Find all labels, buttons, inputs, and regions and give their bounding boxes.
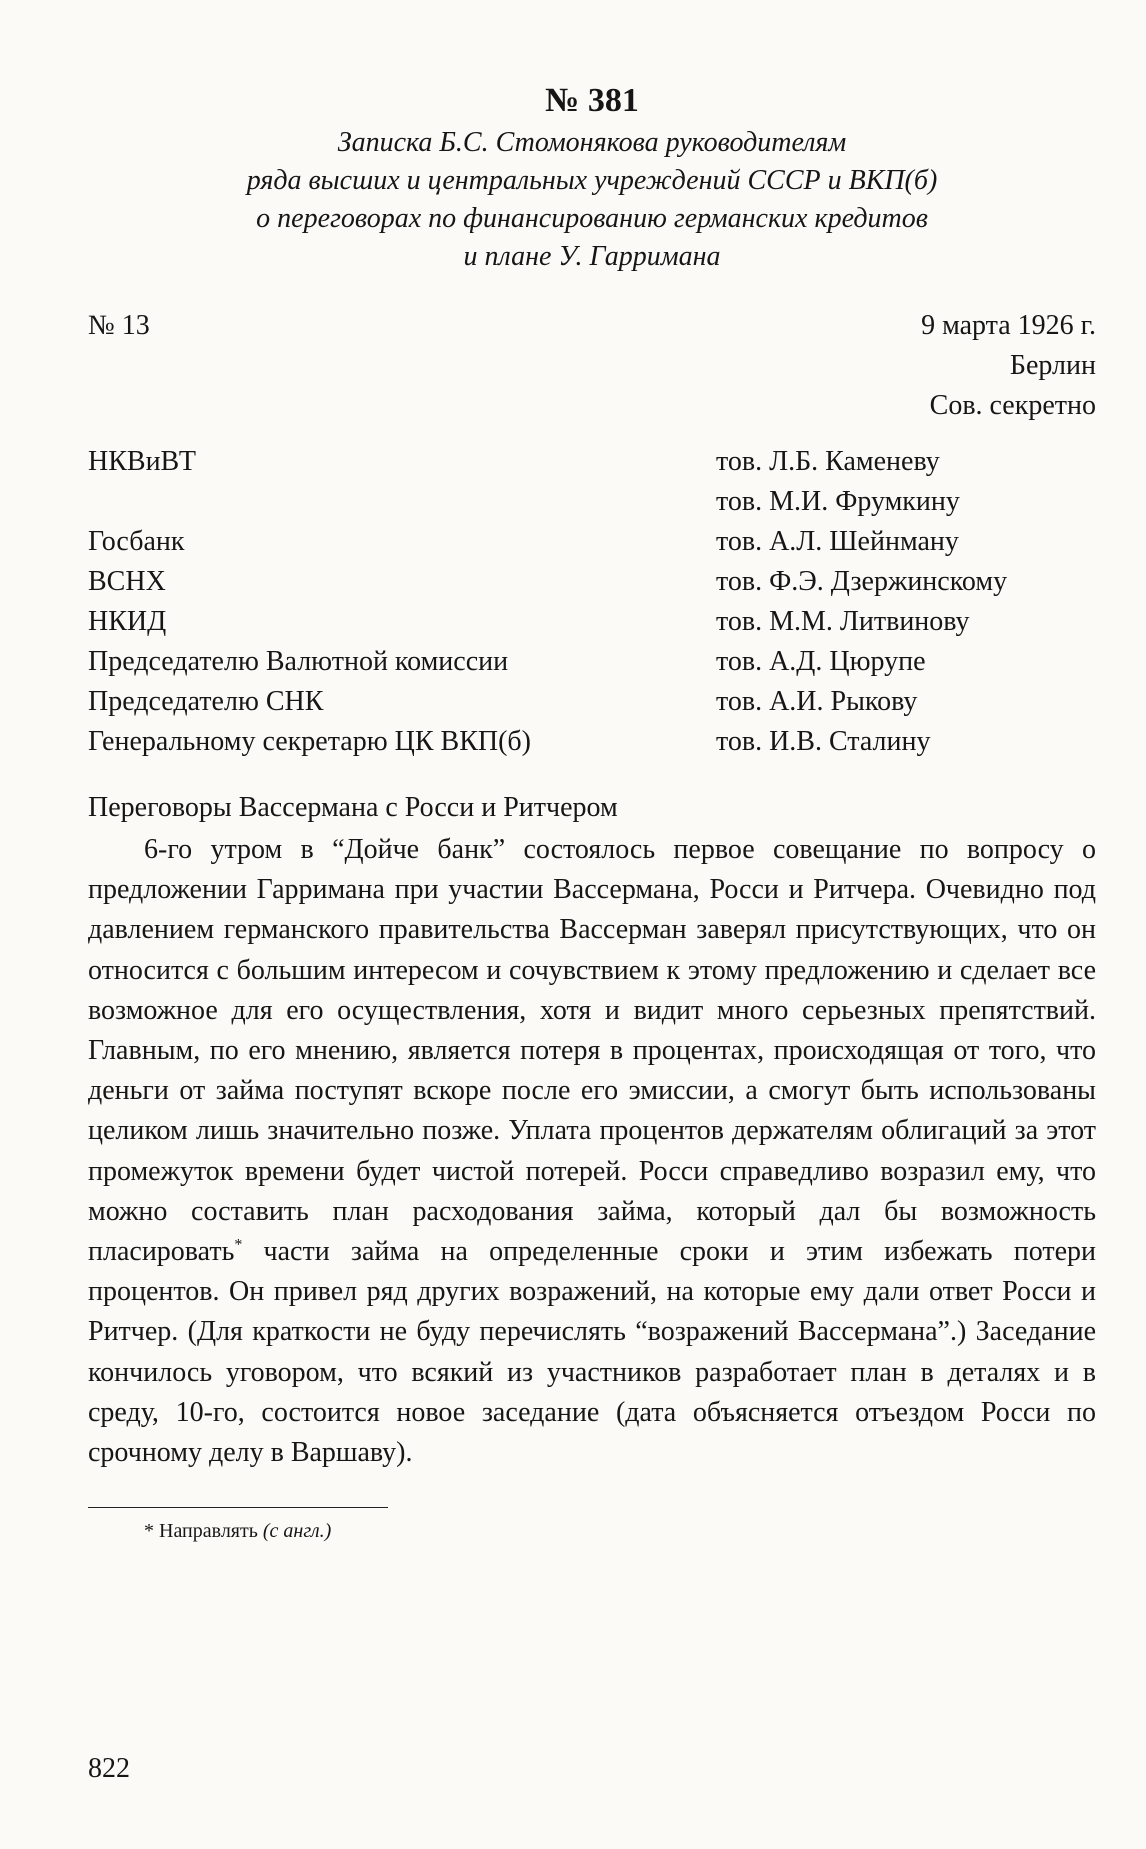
addressee-person: тов. А.И. Рыкову [716, 686, 918, 717]
document-date: 9 марта 1926 г. [921, 310, 1096, 341]
heading-line: о переговорах по финансированию германских кредитов [256, 203, 928, 234]
date-place-block [921, 306, 1096, 426]
document-number: № 381 [545, 82, 639, 119]
addressee-person: тов. А.Л. Шейнману [716, 526, 959, 557]
document-place: Берлин [1009, 350, 1096, 381]
addressee-org: Председателю СНК [88, 686, 324, 717]
footnote-source: (с англ.) [262, 1520, 332, 1543]
addressee-person: тов. И.В. Сталину [716, 726, 931, 757]
paragraph-text-part2: части займа на определенные сроки и этим избежать потери процентов. Он привел ряд других возражений, на которые ему дали ответ Росси и Ритчер. (Для краткости не буду перечислять “возражений Вассермана”.) Заседание кончилось уговором, что всякий из участников разработает план в деталях и в среду, 10-го, состоится новое заседание (дата объясняется отъездом Росси по срочному делу в Варшаву). [88, 1236, 1096, 1469]
document-heading [88, 124, 1096, 276]
body-paragraph [88, 830, 1096, 1473]
addressee-row [88, 682, 1096, 722]
heading-line: Записка Б.С. Стомонякова руководителям [337, 127, 847, 158]
document-meta [88, 306, 1096, 426]
heading-line: ряда высших и центральных учреждений СССР и ВКП(б) [246, 165, 938, 196]
addressee-person: тов. А.Д. Цюрупе [716, 646, 926, 677]
addressee-org: Председателю Валютной комиссии [88, 646, 509, 677]
footnote-reference: * [234, 1236, 243, 1254]
addressee-org [88, 482, 716, 522]
addressee-row [88, 722, 1096, 762]
secrecy-stamp: Сов. секретно [929, 390, 1096, 421]
addressee-person: тов. М.И. Фрумкину [716, 486, 960, 517]
addressee-row [88, 642, 1096, 682]
addressee-org: Госбанк [88, 526, 185, 557]
document-page [88, 80, 1096, 1544]
addressee-person: тов. Л.Б. Каменеву [716, 446, 940, 477]
addressee-list [88, 442, 1096, 762]
addressee-row [88, 482, 1096, 522]
paragraph-text-part1: 6-го утром в “Дойче банк” состоялось первое совещание по вопросу о предложении Гарримана при участии Вассермана, Росси и Ритчера. Очевидно под давлением германского правительства Вассерман заверял присутствующих, что он относится с большим интересом и сочувствием к этому предложению и сделает все возможное для его осуществления, хотя и видит много серьезных препятствий. Главным, по его мнению, является потеря в процентах, происходящая от того, что деньги от займа поступят вскоре после его эмиссии, а смогут быть использованы целиком лишь значительно позже. Уплата процентов держателям облигаций за этот промежуток времени будет чистой потерей. Росси справедливо возразил ему, что можно составить план расходования займа, который дал бы возможность пласировать [88, 834, 1096, 1268]
addressee-row [88, 602, 1096, 642]
footnote [144, 1518, 1096, 1544]
addressee-org: НКВиВТ [88, 446, 196, 477]
addressee-person: тов. М.М. Литвинову [716, 606, 970, 637]
addressee-row [88, 442, 1096, 482]
page-number: 822 [88, 1753, 130, 1784]
heading-line: и плане У. Гарримана [463, 241, 721, 272]
addressee-org: НКИД [88, 606, 167, 637]
addressee-org: Генеральному секретарю ЦК ВКП(б) [88, 726, 531, 757]
footnote-marker: * [144, 1520, 154, 1543]
footnote-divider [88, 1507, 388, 1508]
addressee-person: тов. Ф.Э. Дзержинскому [716, 566, 1008, 597]
addressee-org: ВСНХ [88, 566, 166, 597]
addressee-row [88, 522, 1096, 562]
registration-number: № 13 [88, 310, 150, 341]
section-title: Переговоры Вассермана с Росси и Ритчером [88, 792, 618, 823]
footnote-text: Направлять [159, 1520, 258, 1543]
addressee-row [88, 562, 1096, 602]
